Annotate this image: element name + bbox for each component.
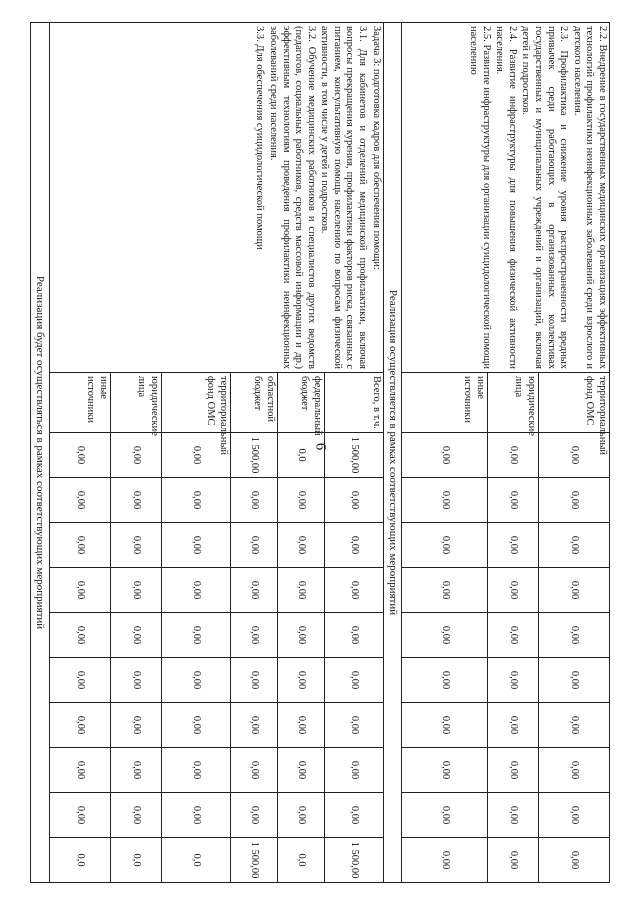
amount-cell: 0,00 bbox=[49, 568, 110, 613]
amount-cell: 0,00 bbox=[277, 703, 324, 748]
amount-cell: 0,00 bbox=[277, 748, 324, 793]
amount-cell: 0,00 bbox=[110, 703, 161, 748]
amount-cell: 0,0 bbox=[161, 838, 230, 883]
amount-cell: 0,00 bbox=[324, 748, 383, 793]
amount-cell: 0,00 bbox=[110, 478, 161, 523]
amount-cell: 0,0 bbox=[277, 433, 324, 478]
amount-cell: 1 500,00 bbox=[324, 838, 383, 883]
activity-item: 3.3. Для обеспечения суицидологической помощи bbox=[254, 26, 266, 250]
amount-cell: 0,00 bbox=[110, 613, 161, 658]
amount-cell: 0,00 bbox=[230, 793, 277, 838]
funding-source: федеральный бюджет bbox=[277, 373, 324, 433]
budget-table bbox=[30, 22, 610, 883]
amount-cell: 0,00 bbox=[538, 613, 609, 658]
amount-cell: 1 500,00 bbox=[324, 433, 383, 478]
funding-source: иные источники bbox=[49, 373, 110, 433]
amount-cell: 0,00 bbox=[324, 478, 383, 523]
amount-cell: 0,00 bbox=[49, 748, 110, 793]
amount-cell: 0,00 bbox=[49, 658, 110, 703]
activity-item: 2.4. Развитие инфраструктуры для повышения физической активности населения. bbox=[494, 26, 518, 369]
amount-cell: 0,00 bbox=[538, 838, 609, 883]
activity-item: 2.5. Развитие инфраструктуры для организации суицидологической помощи населению bbox=[468, 26, 492, 369]
task-heading: Задача 3: подготовка кадров для обеспечения помощи: bbox=[370, 26, 382, 270]
amount-cell: 0,00 bbox=[49, 793, 110, 838]
amount-cell: 0,00 bbox=[277, 658, 324, 703]
amount-cell: 0,00 bbox=[161, 523, 230, 568]
note-row-2 bbox=[31, 23, 50, 883]
amount-cell: 0,00 bbox=[487, 748, 538, 793]
amount-cell: 0,00 bbox=[402, 478, 488, 523]
amount-cell: 1 500,00 bbox=[230, 433, 277, 478]
amount-cell: 0,0 bbox=[110, 838, 161, 883]
amount-cell: 0,00 bbox=[110, 658, 161, 703]
amount-cell: 0,00 bbox=[402, 748, 488, 793]
activity-description bbox=[49, 23, 383, 373]
amount-cell: 0,00 bbox=[402, 523, 488, 568]
amount-cell: 0,00 bbox=[538, 703, 609, 748]
activity-description bbox=[402, 23, 610, 373]
table-row bbox=[538, 23, 609, 883]
amount-cell: 0,00 bbox=[161, 658, 230, 703]
amount-cell: 0,00 bbox=[402, 658, 488, 703]
table-row bbox=[324, 23, 383, 883]
rotated-table-container bbox=[30, 22, 610, 882]
amount-cell: 0,00 bbox=[161, 613, 230, 658]
amount-cell: 0,00 bbox=[538, 658, 609, 703]
amount-cell: 0,00 bbox=[277, 478, 324, 523]
amount-cell: 0,00 bbox=[324, 658, 383, 703]
amount-cell: 0,00 bbox=[538, 568, 609, 613]
funding-source: юридические лица bbox=[110, 373, 161, 433]
amount-cell: 0,00 bbox=[402, 703, 488, 748]
amount-cell: 1 500,00 bbox=[230, 838, 277, 883]
amount-cell: 0,00 bbox=[402, 838, 488, 883]
implementation-note-2: Реализация будет осуществляться в рамках соответствующих мероприятий bbox=[31, 23, 50, 883]
activity-item: 3.2. Обучение медицинских работников и специалистов других ведомств (педагогов, социальных работников, средств массовой информации и др.) эффективным технологиям проведения профилактики неинфекционных заболеваний среди населения. bbox=[267, 26, 317, 369]
amount-cell: 0,00 bbox=[110, 523, 161, 568]
amount-cell: 0,00 bbox=[230, 703, 277, 748]
amount-cell: 0,00 bbox=[277, 523, 324, 568]
amount-cell: 0,00 bbox=[487, 793, 538, 838]
funding-source: территориальный фонд ОМС bbox=[538, 373, 609, 433]
amount-cell: 0,00 bbox=[49, 523, 110, 568]
funding-source: иные источники bbox=[402, 373, 488, 433]
amount-cell: 0,00 bbox=[230, 613, 277, 658]
note-row-1 bbox=[383, 23, 402, 883]
amount-cell: 0,00 bbox=[487, 658, 538, 703]
amount-cell: 0,00 bbox=[110, 793, 161, 838]
funding-source: территориальный фонд ОМС bbox=[161, 373, 230, 433]
amount-cell: 0,00 bbox=[324, 568, 383, 613]
amount-cell: 0,00 bbox=[161, 748, 230, 793]
amount-cell: 0,00 bbox=[161, 793, 230, 838]
amount-cell: 0,00 bbox=[49, 703, 110, 748]
amount-cell: 0,0 bbox=[49, 838, 110, 883]
amount-cell: 0,00 bbox=[487, 838, 538, 883]
amount-cell: 0,00 bbox=[402, 568, 488, 613]
amount-cell: 0,00 bbox=[487, 433, 538, 478]
amount-cell: 0,00 bbox=[487, 523, 538, 568]
amount-cell: 0,00 bbox=[230, 523, 277, 568]
funding-source: юридические лица bbox=[487, 373, 538, 433]
activity-item: 2.2. Внедрение в государственных медицинских организациях эффективных технологий профилактики неинфекционных заболеваний среди взрослого и детского населения. bbox=[571, 26, 608, 369]
activity-item: 3.1. Для кабинетов и отделений медицинской профилактики, включая вопросы прекращения курения, профилактики факторов риска, связанных с питанием, консультативную помощь населению по вопросам физической активности, в том числе у детей и подростков. bbox=[319, 26, 369, 369]
amount-cell: 0,00 bbox=[402, 433, 488, 478]
amount-cell: 0,00 bbox=[402, 793, 488, 838]
amount-cell: 0,00 bbox=[161, 703, 230, 748]
amount-cell: 0,00 bbox=[230, 658, 277, 703]
amount-cell: 0,00 bbox=[110, 748, 161, 793]
amount-cell: 0,00 bbox=[487, 568, 538, 613]
amount-cell: 0,00 bbox=[402, 613, 488, 658]
amount-cell: 0,00 bbox=[324, 613, 383, 658]
implementation-note-1: Реализация осуществляется в рамках соответствующих мероприятий bbox=[383, 23, 402, 883]
amount-cell: 0,00 bbox=[277, 613, 324, 658]
amount-cell: 0,00 bbox=[161, 478, 230, 523]
amount-cell: 0,00 bbox=[277, 568, 324, 613]
amount-cell: 0,00 bbox=[487, 478, 538, 523]
amount-cell: 0,00 bbox=[538, 433, 609, 478]
amount-cell: 0,00 bbox=[487, 703, 538, 748]
amount-cell: 0,00 bbox=[110, 433, 161, 478]
amount-cell: 0,00 bbox=[538, 523, 609, 568]
amount-cell: 0,00 bbox=[538, 748, 609, 793]
amount-cell: 0,00 bbox=[161, 568, 230, 613]
page-number: 6 bbox=[312, 442, 329, 451]
amount-cell: 0,00 bbox=[538, 478, 609, 523]
amount-cell: 0,00 bbox=[161, 433, 230, 478]
funding-source: Всего, в т.ч. bbox=[324, 373, 383, 433]
amount-cell: 0,00 bbox=[487, 613, 538, 658]
amount-cell: 0,00 bbox=[538, 793, 609, 838]
amount-cell: 0,00 bbox=[230, 478, 277, 523]
amount-cell: 0,00 bbox=[49, 433, 110, 478]
amount-cell: 0,00 bbox=[324, 523, 383, 568]
amount-cell: 0,00 bbox=[110, 568, 161, 613]
funding-source: областной бюджет bbox=[230, 373, 277, 433]
amount-cell: 0,00 bbox=[277, 793, 324, 838]
amount-cell: 0,0 bbox=[277, 838, 324, 883]
amount-cell: 0,00 bbox=[324, 703, 383, 748]
amount-cell: 0,00 bbox=[324, 793, 383, 838]
amount-cell: 0,00 bbox=[49, 613, 110, 658]
amount-cell: 0,00 bbox=[230, 568, 277, 613]
activity-item: 2.3. Профилактика и снижение уровня распространенности вредных привычек среди работающих в организованных коллективах государственных и муниципальных учреждений и организаций, включая детей и подростков. bbox=[520, 26, 570, 369]
amount-cell: 0,00 bbox=[230, 748, 277, 793]
amount-cell: 0,00 bbox=[49, 478, 110, 523]
